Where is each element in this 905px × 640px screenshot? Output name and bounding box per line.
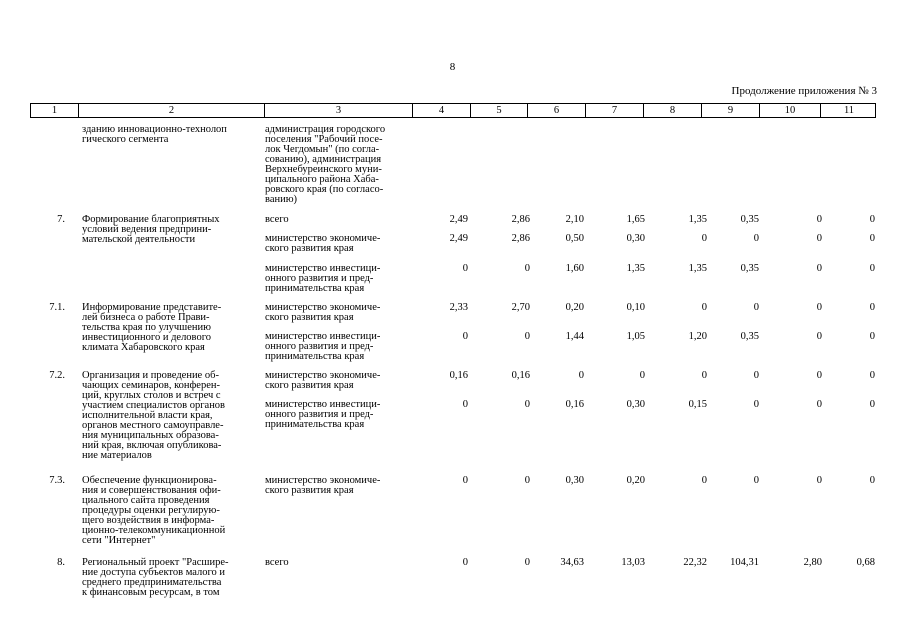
value-cell: 0	[701, 302, 707, 313]
value-cell: 1,05	[626, 331, 645, 342]
value-cell: 0	[816, 263, 822, 274]
executor-cell: министерство экономиче- ского развития края	[265, 233, 381, 254]
value-cell: 104,31	[730, 557, 759, 568]
value-cell: 0	[816, 214, 822, 225]
value-cell: 0	[701, 370, 707, 381]
value-cell: 0	[462, 475, 468, 486]
value-cell: 0	[816, 302, 822, 313]
executor-cell: всего	[265, 557, 289, 568]
header-cell-4: 4	[413, 104, 471, 117]
value-cell: 0,35	[740, 263, 759, 274]
value-cell: 0,20	[565, 302, 584, 313]
value-cell: 2,10	[565, 214, 584, 225]
value-cell: 0,68	[856, 557, 875, 568]
executor-cell: министерство инвестици- онного развития и пред- принимательства края	[265, 263, 381, 294]
value-cell: 2,86	[511, 233, 530, 244]
continuation-label: Продолжение приложения № 3	[731, 85, 877, 97]
header-cell-10: 10	[760, 104, 821, 117]
executor-cell: администрация городского поселения "Рабочий посе- лок Чегдомын" (по согла- сованию), администрация Верхнебуреинского муни- ципального района Хаба- ровского края (по согласо- ванию)	[265, 124, 386, 205]
value-cell: 0,30	[626, 233, 645, 244]
row-title: Региональный проект "Расшире- ние доступа субъектов малого и среднего предпринимательства к финансовым ресурсам, в том	[82, 557, 229, 598]
row-title: зданию инновационно-технолоп гического сегмента	[82, 124, 227, 145]
header-cell-2: 2	[79, 104, 265, 117]
value-cell: 0	[869, 233, 875, 244]
value-cell: 0,15	[688, 399, 707, 410]
value-cell: 0,30	[626, 399, 645, 410]
value-cell: 0	[753, 302, 759, 313]
value-cell: 0,16	[565, 399, 584, 410]
value-cell: 34,63	[560, 557, 584, 568]
row-number: 7.2.	[49, 370, 65, 381]
value-cell: 22,32	[683, 557, 707, 568]
executor-cell: министерство экономиче- ского развития края	[265, 302, 381, 323]
executor-cell: министерство инвестици- онного развития и пред- принимательства края	[265, 331, 381, 362]
value-cell: 0	[869, 263, 875, 274]
value-cell: 0	[869, 331, 875, 342]
value-cell: 13,03	[621, 557, 645, 568]
table-header	[30, 103, 876, 118]
value-cell: 0	[524, 557, 530, 568]
header-cell-6: 6	[528, 104, 586, 117]
value-cell: 0	[869, 302, 875, 313]
value-cell: 0	[462, 331, 468, 342]
value-cell: 0	[816, 399, 822, 410]
value-cell: 1,65	[626, 214, 645, 225]
header-cell-1: 1	[31, 104, 79, 117]
value-cell: 1,35	[688, 214, 707, 225]
value-cell: 0	[462, 399, 468, 410]
value-cell: 0,35	[740, 214, 759, 225]
row-title: Организация и проведение об- чающих семинаров, конферен- ций, круглых столов и встреч с участием специалистов органов исполнительной власти края, органов местного самоуправле- ния муниципальных образова- ний края, включая опубликова- ние материалов	[82, 370, 226, 461]
value-cell: 0	[462, 557, 468, 568]
value-cell: 0	[869, 370, 875, 381]
executor-cell: министерство инвестици- онного развития и пред- принимательства края	[265, 399, 381, 430]
value-cell: 0	[639, 370, 645, 381]
value-cell: 0	[816, 233, 822, 244]
value-cell: 2,49	[449, 233, 468, 244]
value-cell: 1,60	[565, 263, 584, 274]
row-number: 7.3.	[49, 475, 65, 486]
value-cell: 0	[816, 370, 822, 381]
row-number: 7.	[57, 214, 65, 225]
value-cell: 0	[701, 475, 707, 486]
value-cell: 1,35	[626, 263, 645, 274]
value-cell: 0	[524, 475, 530, 486]
page-number: 8	[449, 61, 456, 73]
value-cell: 0,30	[565, 475, 584, 486]
row-title: Формирование благоприятных условий ведения предприни- мательской деятельности	[82, 214, 220, 245]
value-cell: 0	[524, 263, 530, 274]
value-cell: 2,70	[511, 302, 530, 313]
header-cell-9: 9	[702, 104, 760, 117]
value-cell: 0	[753, 233, 759, 244]
value-cell: 0	[462, 263, 468, 274]
value-cell: 2,80	[803, 557, 822, 568]
row-number: 7.1.	[49, 302, 65, 313]
value-cell: 1,20	[688, 331, 707, 342]
value-cell: 0	[869, 399, 875, 410]
value-cell: 0	[753, 399, 759, 410]
executor-cell: министерство экономиче- ского развития края	[265, 475, 381, 496]
value-cell: 0	[816, 475, 822, 486]
value-cell: 0,35	[740, 331, 759, 342]
value-cell: 1,44	[565, 331, 584, 342]
row-title: Информирование представите- лей бизнеса о работе Прави- тельства края по улучшению инвестиционного и делового климата Хабаровского края	[82, 302, 222, 353]
value-cell: 0	[753, 475, 759, 486]
value-cell: 0	[816, 331, 822, 342]
value-cell: 0	[524, 399, 530, 410]
value-cell: 0	[578, 370, 584, 381]
value-cell: 2,49	[449, 214, 468, 225]
value-cell: 0	[869, 214, 875, 225]
executor-cell: министерство экономиче- ского развития края	[265, 370, 381, 391]
value-cell: 0,16	[511, 370, 530, 381]
value-cell: 0,20	[626, 475, 645, 486]
value-cell: 2,33	[449, 302, 468, 313]
header-cell-8: 8	[644, 104, 702, 117]
header-cell-3: 3	[265, 104, 413, 117]
value-cell: 0	[701, 233, 707, 244]
header-cell-11: 11	[843, 105, 855, 116]
row-number: 8.	[57, 557, 65, 568]
value-cell: 0	[753, 370, 759, 381]
value-cell: 0	[869, 475, 875, 486]
row-title: Обеспечение функционирова- ния и совершенствования офи- циального сайта проведения процедуры оценки регулирую- щего воздействия в информа- ционно-телекоммуникационной сети "Интернет"	[82, 475, 226, 546]
header-cell-7: 7	[586, 104, 644, 117]
executor-cell: всего	[265, 214, 289, 225]
value-cell: 0,50	[565, 233, 584, 244]
value-cell: 0,10	[626, 302, 645, 313]
value-cell: 2,86	[511, 214, 530, 225]
value-cell: 0,16	[449, 370, 468, 381]
value-cell: 1,35	[688, 263, 707, 274]
header-cell-5: 5	[471, 104, 528, 117]
value-cell: 0	[524, 331, 530, 342]
